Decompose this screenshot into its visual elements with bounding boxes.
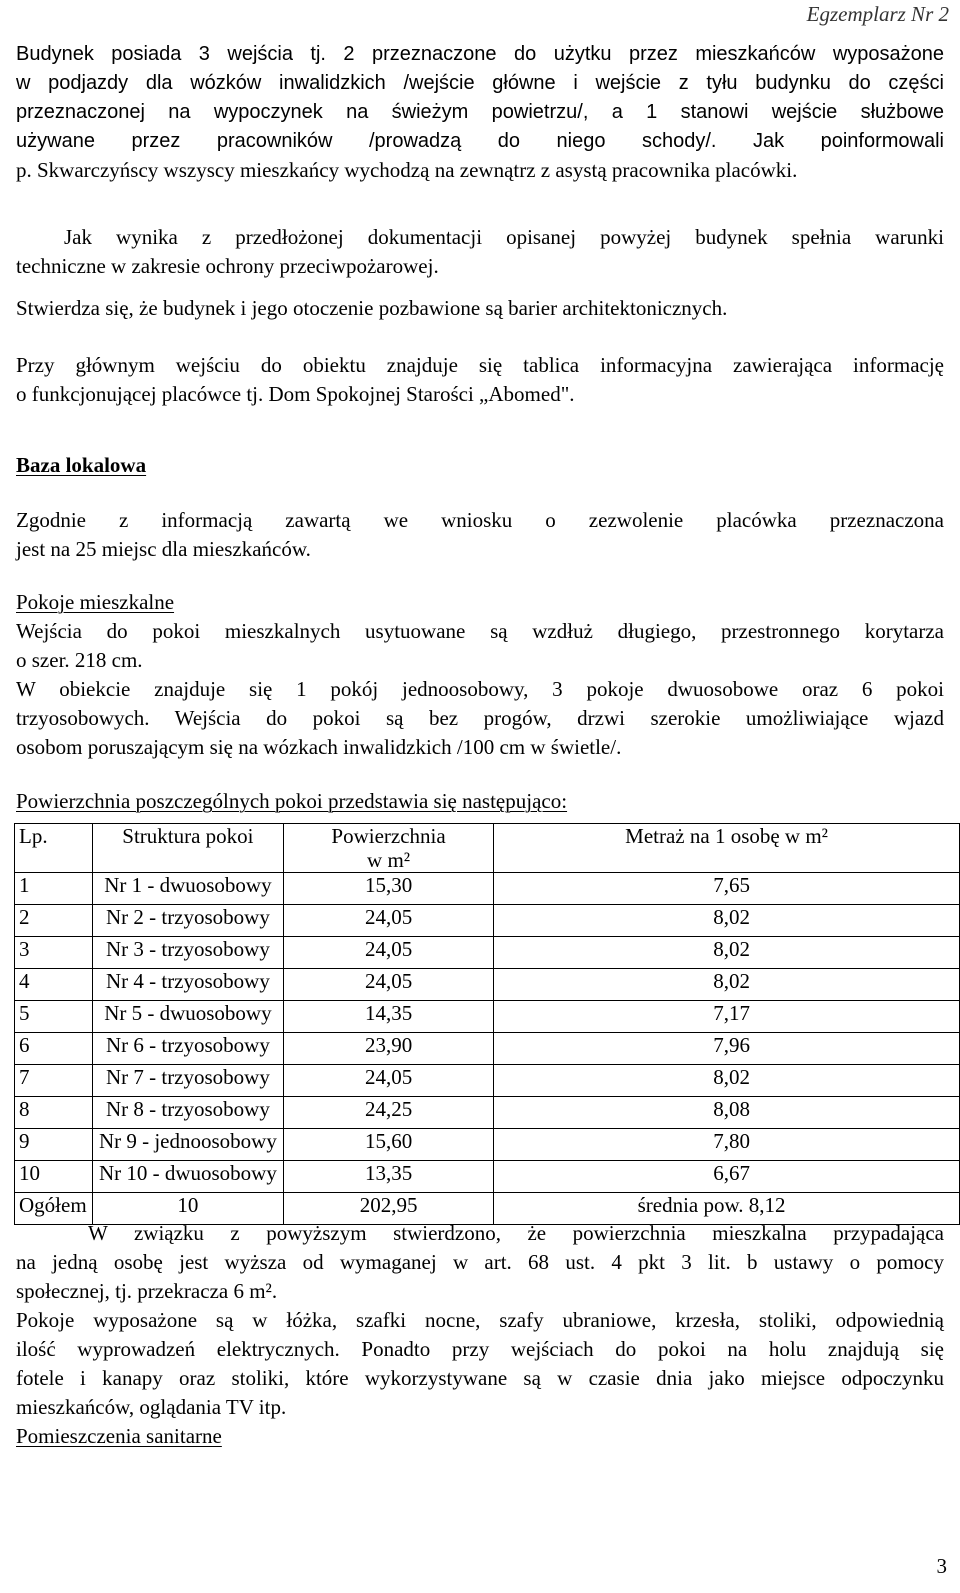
fire-line: Jak wynika z przedłożonej dokumentacji opisanej powyżej budynek spełnia warunki — [64, 225, 944, 249]
cell-per-person: 7,65 — [494, 873, 960, 905]
intro-line: Budynek posiada 3 wejścia tj. 2 przeznaczone do użytku przez mieszkańców wyposażone — [16, 43, 944, 65]
cell-lp: 2 — [15, 905, 93, 937]
cell-per-person: 8,02 — [494, 1065, 960, 1097]
furnishing-line: ilość wyprowadzeń elektrycznych. Ponadto przy wejściach do pokoi na holu znajdują się — [16, 1337, 944, 1361]
header-area — [283, 824, 493, 873]
section-heading-sanitary: Pomieszczenia sanitarne — [16, 1424, 222, 1448]
furnishing-line: Pokoje wyposażone są w łóżka, szafki nocne, szafy ubraniowe, krzesła, stoliki, odpowiednią — [16, 1308, 944, 1332]
conclusion-line: W związku z powyższym stwierdzono, że powierzchnia mieszkalna przypadająca — [88, 1221, 944, 1245]
cell-lp: 4 — [15, 969, 93, 1001]
cell-per-person: 8,02 — [494, 905, 960, 937]
header-lp: Lp. — [15, 824, 93, 873]
barriers-statement: Stwierdza się, że budynek i jego otoczenie pozbawione są barier architektonicznych. — [16, 296, 728, 320]
table-row — [15, 1065, 960, 1097]
cell-lp: 6 — [15, 1033, 93, 1065]
info-line: o funkcjonującej placówce tj. Dom Spokojnej Starości „Abomed". — [16, 382, 575, 406]
info-line: Przy głównym wejściu do obiektu znajduje się tablica informacyjna zawierająca informację — [16, 353, 944, 377]
capacity-paragraph — [16, 506, 944, 564]
section-heading-rooms: Pokoje mieszkalne — [16, 590, 175, 614]
header-structure: Struktura pokoi — [92, 824, 283, 873]
cell-area: 15,30 — [283, 873, 493, 905]
intro-line: używane przez pracowników /prowadzą do niego schody/. Jak poinformowali — [16, 130, 944, 152]
info-board-paragraph — [16, 351, 944, 409]
cell-structure: Nr 5 - dwuosobowy — [92, 1001, 283, 1033]
table-header-row — [15, 824, 960, 873]
cell-area: 15,60 — [283, 1129, 493, 1161]
header-area-line: w m² — [367, 848, 411, 872]
total-cell-area: 202,95 — [283, 1193, 493, 1225]
cell-area: 24,05 — [283, 969, 493, 1001]
table-row — [15, 1097, 960, 1129]
cell-area: 14,35 — [283, 1001, 493, 1033]
rooms-line: o szer. 218 cm. — [16, 648, 143, 672]
rooms-line: trzyosobowych. Wejścia do pokoi są bez progów, drzwi szerokie umożliwiające wjazd — [16, 706, 944, 730]
rooms-line: W obiekcie znajduje się 1 pokój jednoosobowy, 3 pokoje dwuosobowe oraz 6 pokoi — [16, 677, 944, 701]
page-number: 3 — [936, 1554, 947, 1578]
cell-lp: 7 — [15, 1065, 93, 1097]
cell-lp: 8 — [15, 1097, 93, 1129]
capacity-line: jest na 25 miejsc dla mieszkańców. — [16, 537, 311, 561]
cell-lp: 3 — [15, 937, 93, 969]
cell-per-person: 6,67 — [494, 1161, 960, 1193]
cell-structure: Nr 9 - jednoosobowy — [92, 1129, 283, 1161]
room-area-table — [14, 823, 960, 1225]
cell-structure: Nr 1 - dwuosobowy — [92, 873, 283, 905]
cell-area: 24,05 — [283, 905, 493, 937]
capacity-line: Zgodnie z informacją zawartą we wniosku o zezwolenie placówka przeznaczona — [16, 508, 944, 532]
rooms-line: Wejścia do pokoi mieszkalnych usytuowane są wzdłuż długiego, przestronnego korytarza — [16, 619, 944, 643]
cell-area: 13,35 — [283, 1161, 493, 1193]
cell-lp: 1 — [15, 873, 93, 905]
conclusion-line: społecznej, tj. przekracza 6 m². — [16, 1279, 278, 1303]
cell-per-person: 8,02 — [494, 937, 960, 969]
furnishing-line: fotele i kanapy oraz stoliki, które wykorzystywane są w czasie dnia jako miejsce odpoczynku — [16, 1366, 944, 1390]
rooms-paragraph — [16, 617, 944, 762]
section-heading-base: Baza lokalowa — [16, 453, 147, 477]
cell-per-person: 8,02 — [494, 969, 960, 1001]
cell-lp: 10 — [15, 1161, 93, 1193]
cell-structure: Nr 4 - trzyosobowy — [92, 969, 283, 1001]
cell-structure: Nr 10 - dwuosobowy — [92, 1161, 283, 1193]
intro-paragraph — [16, 40, 944, 185]
total-cell-structure: 10 — [92, 1193, 283, 1225]
table-row — [15, 969, 960, 1001]
cell-area: 23,90 — [283, 1033, 493, 1065]
cell-structure: Nr 6 - trzyosobowy — [92, 1033, 283, 1065]
table-row — [15, 937, 960, 969]
cell-area: 24,05 — [283, 1065, 493, 1097]
header-area-line: Powierzchnia — [331, 824, 446, 848]
cell-lp: 9 — [15, 1129, 93, 1161]
intro-line: p. Skwarczyńscy wszyscy mieszkańcy wychodzą na zewnątrz z asystą pracownika placówki. — [16, 158, 798, 182]
conclusion-paragraph — [16, 1219, 944, 1306]
cell-area: 24,05 — [283, 937, 493, 969]
cell-area: 24,25 — [283, 1097, 493, 1129]
cell-per-person: 8,08 — [494, 1097, 960, 1129]
furnishing-paragraph — [16, 1306, 944, 1422]
cell-per-person: 7,80 — [494, 1129, 960, 1161]
total-cell-lp: Ogółem — [15, 1193, 93, 1225]
cell-structure: Nr 3 - trzyosobowy — [92, 937, 283, 969]
intro-line: w podjazdy dla wózków inwalidzkich /wejście główne i wejście z tyłu budynku do części — [16, 72, 944, 94]
table-row — [15, 1161, 960, 1193]
fire-line: techniczne w zakresie ochrony przeciwpożarowej. — [16, 254, 439, 278]
table-row — [15, 1033, 960, 1065]
furnishing-line: mieszkańców, oglądania TV itp. — [16, 1395, 287, 1419]
fire-safety-paragraph — [16, 223, 944, 281]
header-per-person: Metraż na 1 osobę w m² — [494, 824, 960, 873]
table-row — [15, 873, 960, 905]
table-title: Powierzchnia poszczególnych pokoi przedstawia się następująco: — [16, 789, 568, 813]
cell-structure: Nr 2 - trzyosobowy — [92, 905, 283, 937]
total-cell-per-person: średnia pow. 8,12 — [494, 1193, 960, 1225]
cell-per-person: 7,96 — [494, 1033, 960, 1065]
intro-line: przeznaczonej na wypoczynek na świeżym powietrzu/, a 1 stanowi wejście służbowe — [16, 101, 944, 123]
cell-structure: Nr 8 - trzyosobowy — [92, 1097, 283, 1129]
cell-structure: Nr 7 - trzyosobowy — [92, 1065, 283, 1097]
table-row — [15, 1129, 960, 1161]
cell-per-person: 7,17 — [494, 1001, 960, 1033]
conclusion-line: na jedną osobę jest wyższa od wymaganej w art. 68 ust. 4 pkt 3 lit. b ustawy o pomocy — [16, 1250, 944, 1274]
rooms-line: osobom poruszającym się na wózkach inwalidzkich /100 cm w świetle/. — [16, 735, 622, 759]
cell-lp: 5 — [15, 1001, 93, 1033]
table-row — [15, 1001, 960, 1033]
copy-header: Egzemplarz Nr 2 — [806, 2, 949, 26]
table-row — [15, 905, 960, 937]
